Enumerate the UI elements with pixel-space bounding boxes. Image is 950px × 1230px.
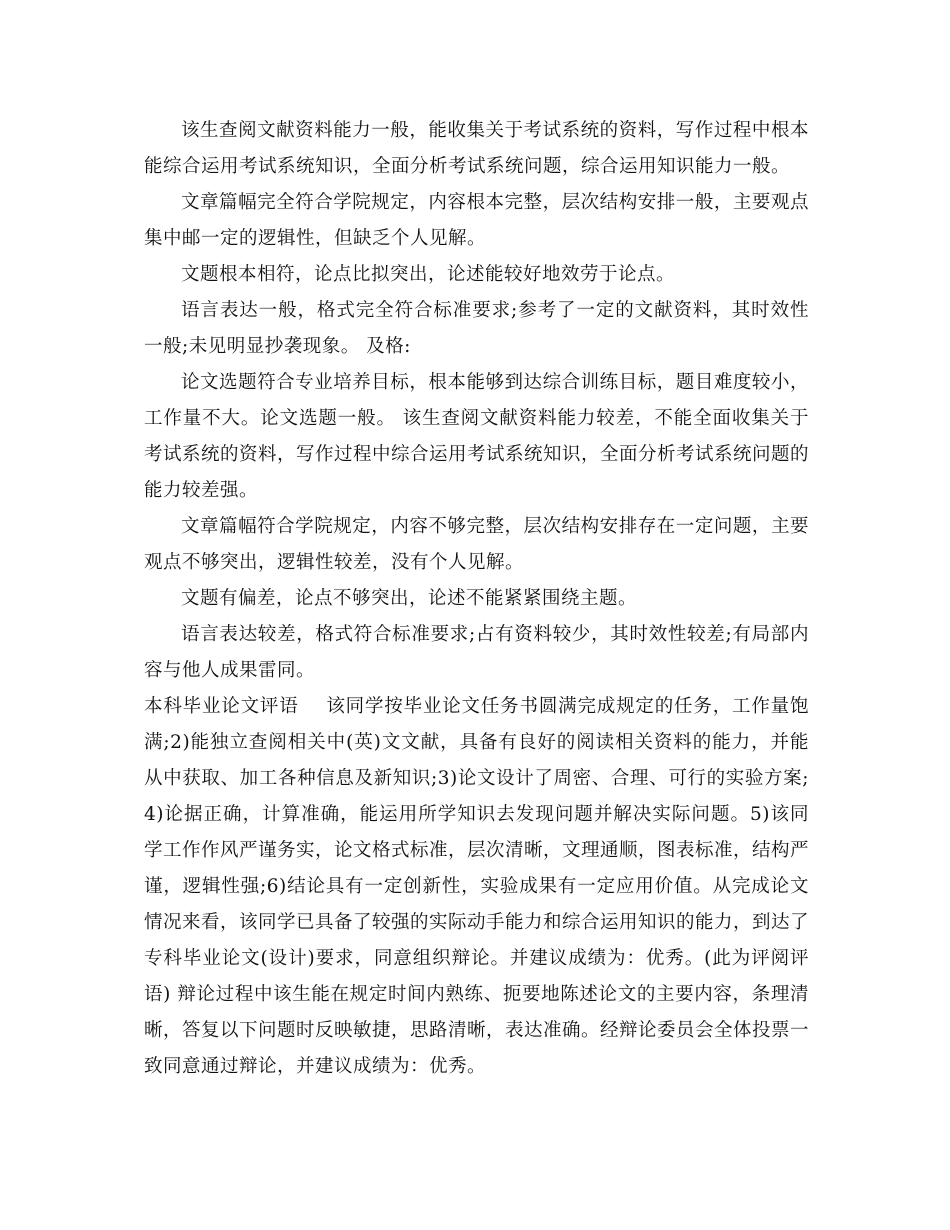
paragraph-final-comment: [144, 689, 809, 1085]
paragraph-structure-pass: 文章篇幅符合学院规定，内容不够完整，层次结构安排存在一定问题，主要观点不够突出，逻辑性较差，没有个人见解。: [144, 516, 809, 573]
paragraph-language: 语言表达一般，格式完全符合标准要求;参考了一定的文献资料，其时效性一般;未见明显抄袭现象。 及格:: [144, 300, 809, 357]
paragraph-argument: 文题根本相符，论点比拟突出，论述能较好地效劳于论点。: [181, 264, 676, 285]
paragraph-literature-ability: 该生查阅文献资料能力一般，能收集关于考试系统的资料，写作过程中根本能综合运用考试系统知识，全面分析考试系统问题，综合运用知识能力一般。: [144, 120, 809, 177]
final-comment-text: 该同学按毕业论文任务书圆满完成规定的任务，工作量饱满;2)能独立查阅相关中(英)文文献，具备有良好的阅读相关资料的能力，并能从中获取、加工各种信息及新知识;3)论文设计了周密、合理、可行的实验方案;4)论据正确，计算准确，能运用所学知识去发现问题并解决实际问题。5)该同学工作作风严谨务实，论文格式标准，层次清晰，文理通顺，图表标准，结构严谨，逻辑性强;6)结论具有一定创新性，实验成果有一定应用价值。从完成论文情况来看，该同学已具备了较强的实际动手能力和综合运用知识的能力，到达了专科毕业论文(设计)要求，同意组织辩论。并建议成绩为：优秀。(此为评阅评语) 辩论过程中该生能在规定时间内熟练、扼要地陈述论文的主要内容，条理清晰，答复以下问题时反映敏捷，思路清晰，表达准确。经辩论委员会全体投票一致同意通过辩论，并建议成绩为：优秀。: [144, 696, 810, 1077]
section-heading: 本科毕业论文评语: [144, 696, 299, 717]
paragraph-language-pass: 语言表达较差，格式符合标准要求;占有资料较少，其时效性较差;有局部内容与他人成果雷同。: [144, 624, 809, 681]
paragraph-topic-pass: 论文选题符合专业培养目标，根本能够到达综合训练目标，题目难度较小，工作量不大。论文选题一般。 该生查阅文献资料能力较差，不能全面收集关于考试系统的资料，写作过程中综合运用考试系统知识，全面分析考试系统问题的能力较差强。: [144, 372, 810, 501]
document-body: [144, 113, 809, 1085]
paragraph-argument-pass: 文题有偏差，论点不够突出，论述不能紧紧围绕主题。: [181, 588, 638, 609]
paragraph-structure: 文章篇幅完全符合学院规定，内容根本完整，层次结构安排一般，主要观点集中邮一定的逻辑性，但缺乏个人见解。: [144, 192, 809, 249]
